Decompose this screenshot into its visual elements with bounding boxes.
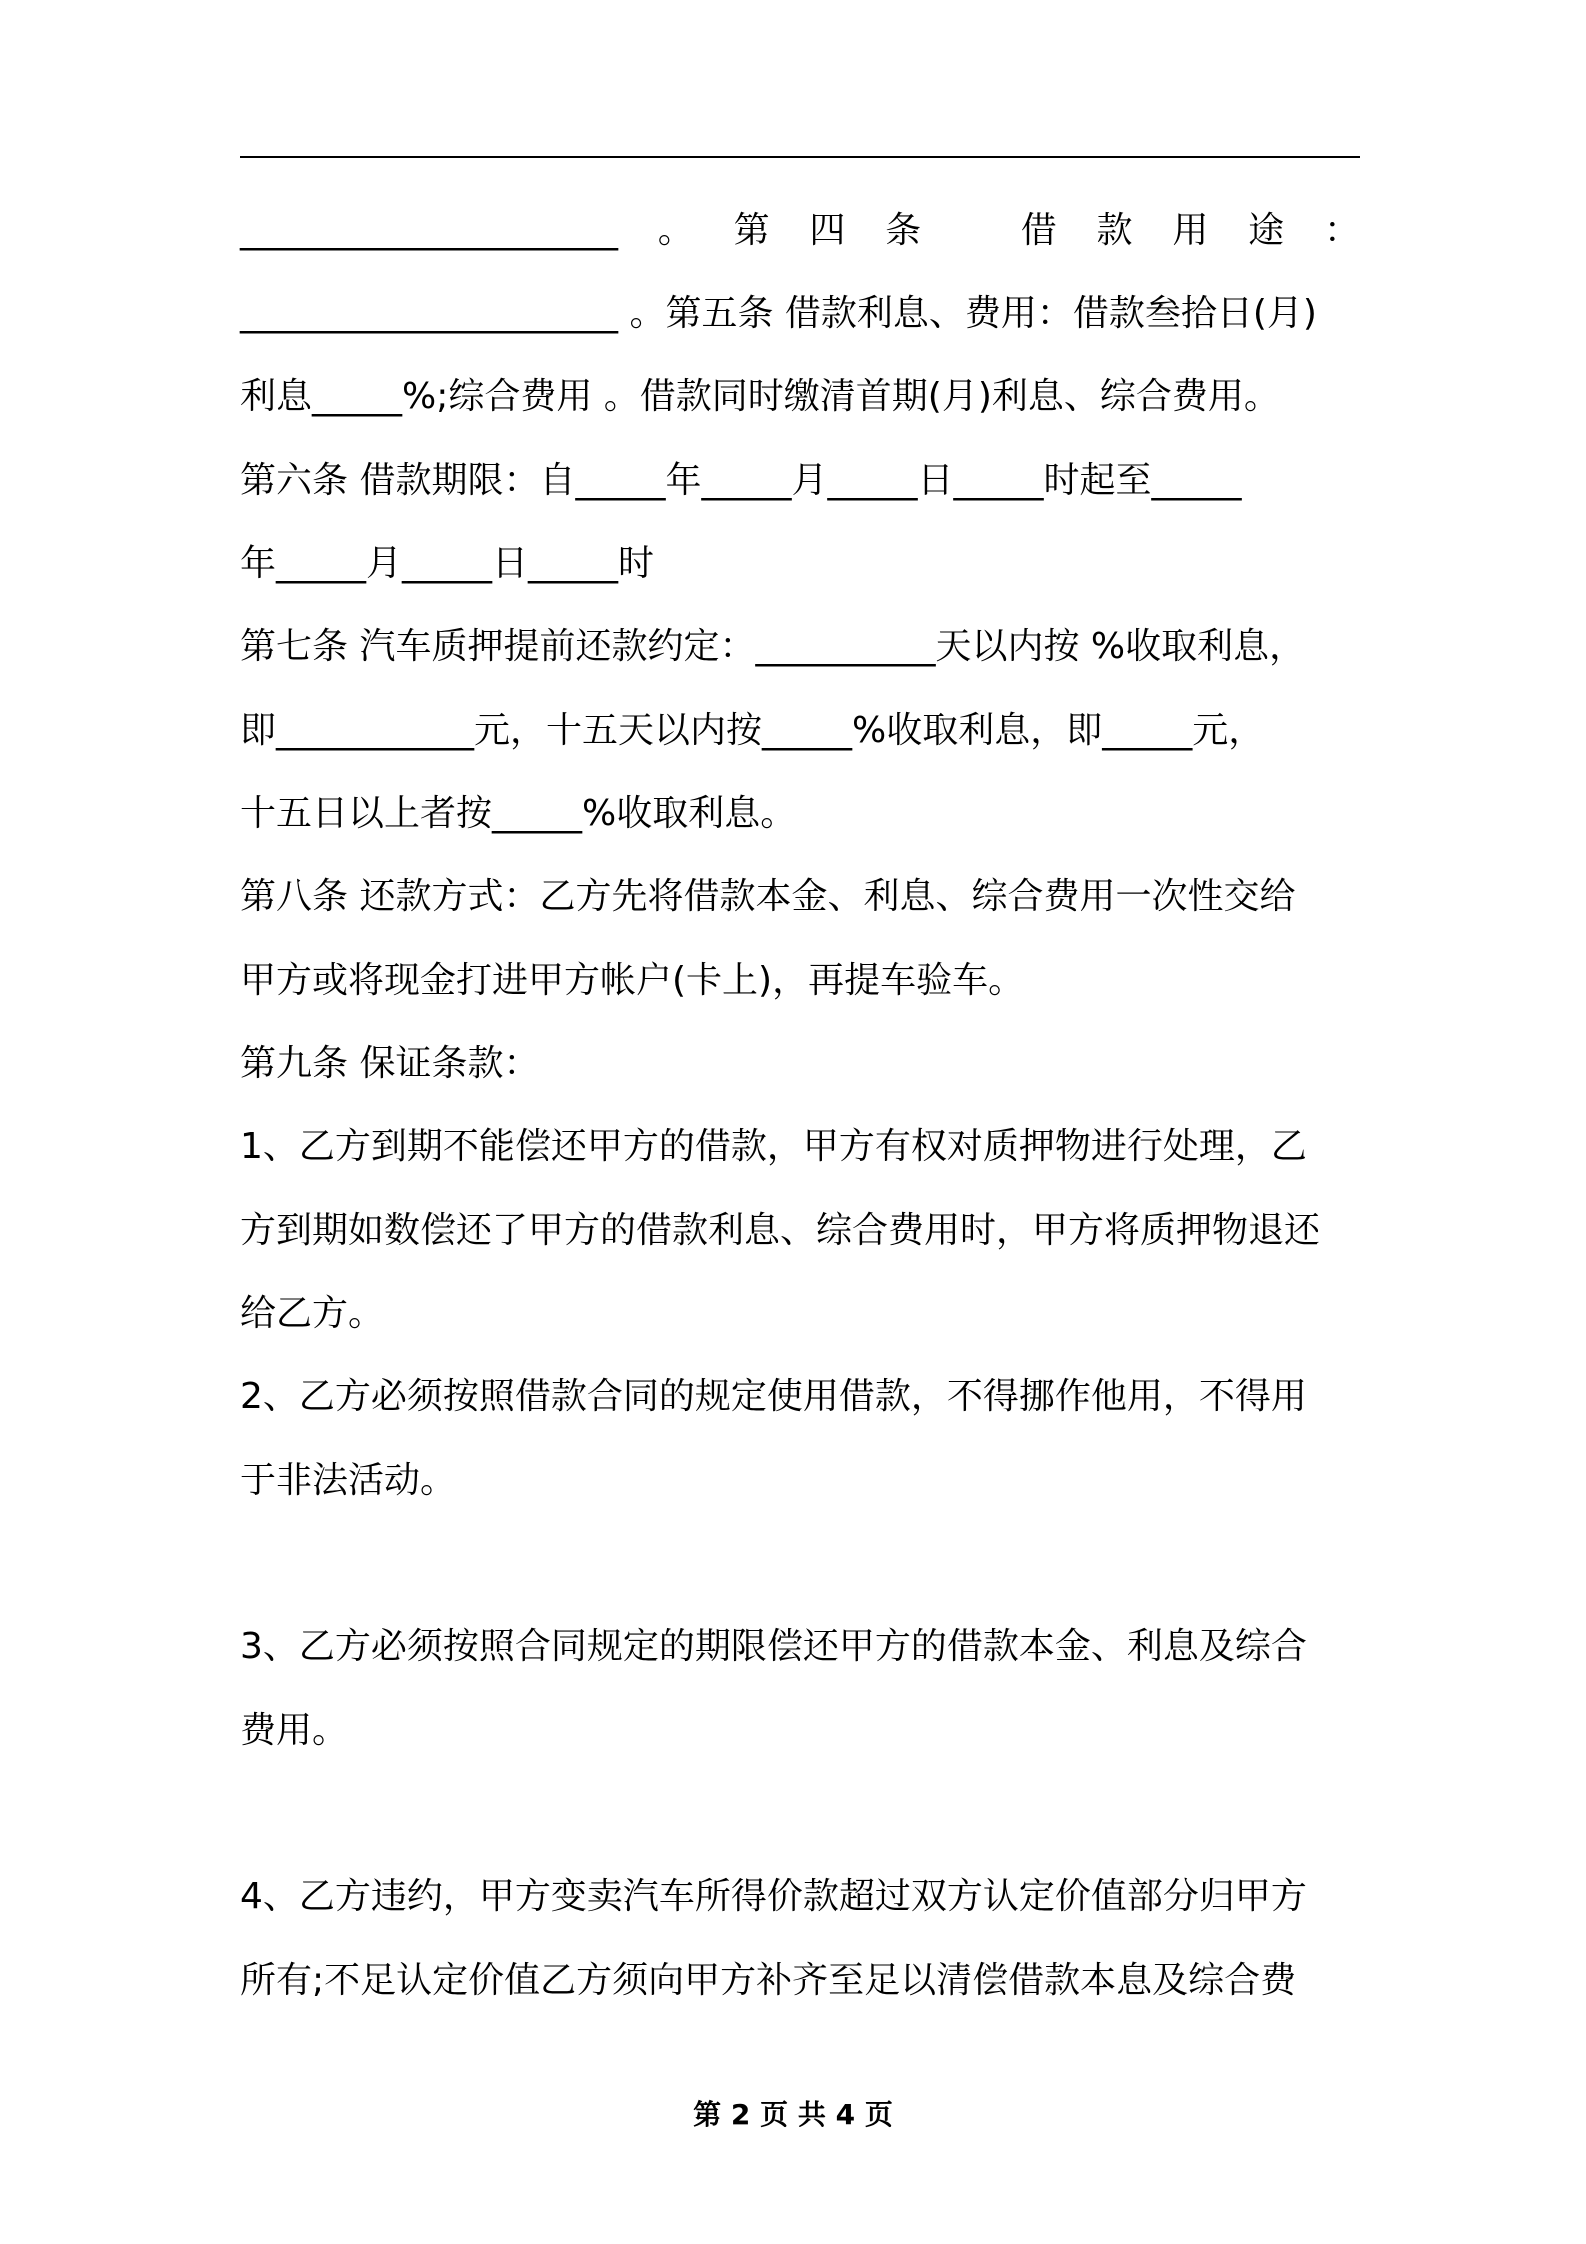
text-line-18: 费用。: [240, 1710, 349, 1751]
text-line-4: 第六条 借款期限：自_____年_____月_____日_____时起至_____: [240, 460, 1242, 501]
line1-part: ：: [1323, 210, 1360, 251]
line1-part: 借: [1020, 210, 1057, 251]
line1-part: 条: [885, 210, 922, 251]
text-line-7: 即___________元，十五天以内按_____%收取利息，即_____元，: [240, 710, 1265, 751]
line1-part: 。: [657, 210, 694, 251]
text-line-17: 3、乙方必须按照合同规定的期限偿还甲方的借款本金、利息及综合: [240, 1626, 1307, 1667]
text-line-16: 于非法活动。: [240, 1460, 457, 1501]
text-line-6: 第七条 汽车质押提前还款约定：__________天以内按 %收取利息，: [240, 626, 1306, 667]
text-line-5: 年_____月_____日_____时: [240, 543, 654, 584]
line1-part: 第: [733, 210, 770, 251]
text-line-1: [240, 211, 1360, 251]
text-line-3: 利息_____%;综合费用 。借款同时缴清首期(月)利息、综合费用。: [240, 376, 1280, 417]
page-footer: 第 2 页 共 4 页: [693, 2098, 893, 2131]
text-line-12: 1、乙方到期不能偿还甲方的借款，甲方有权对质押物进行处理，乙: [240, 1126, 1307, 1167]
text-line-15: 2、乙方必须按照借款合同的规定使用借款，不得挪作他用，不得用: [240, 1376, 1307, 1417]
line1-part: 途: [1248, 210, 1285, 251]
header-rule: [240, 156, 1360, 158]
text-line-9: 第八条 还款方式：乙方先将借款本金、利息、综合费用一次性交给: [240, 876, 1296, 917]
text-line-10: 甲方或将现金打进甲方帐户(卡上)，再提车验车。: [240, 960, 1025, 1001]
line1-part: 四: [809, 210, 846, 251]
line1-part: 用: [1172, 210, 1209, 251]
text-line-11: 第九条 保证条款：: [240, 1043, 540, 1084]
text-line-19: 4、乙方违约，甲方变卖汽车所得价款超过双方认定价值部分归甲方: [240, 1876, 1307, 1917]
text-line-13: 方到期如数偿还了甲方的借款利息、综合费用时，甲方将质押物退还: [240, 1210, 1321, 1251]
line1-part: 款: [1096, 210, 1133, 251]
text-line-8: 十五日以上者按_____%收取利息。: [240, 793, 797, 834]
text-line-2: _____________________ 。第五条 借款利息、费用：借款叁拾日(月): [240, 293, 1317, 334]
text-line-14: 给乙方。: [240, 1293, 385, 1334]
line1-part: _____________________: [240, 210, 618, 251]
text-line-20: 所有;不足认定价值乙方须向甲方补齐至足以清偿借款本息及综合费: [240, 1960, 1297, 2001]
